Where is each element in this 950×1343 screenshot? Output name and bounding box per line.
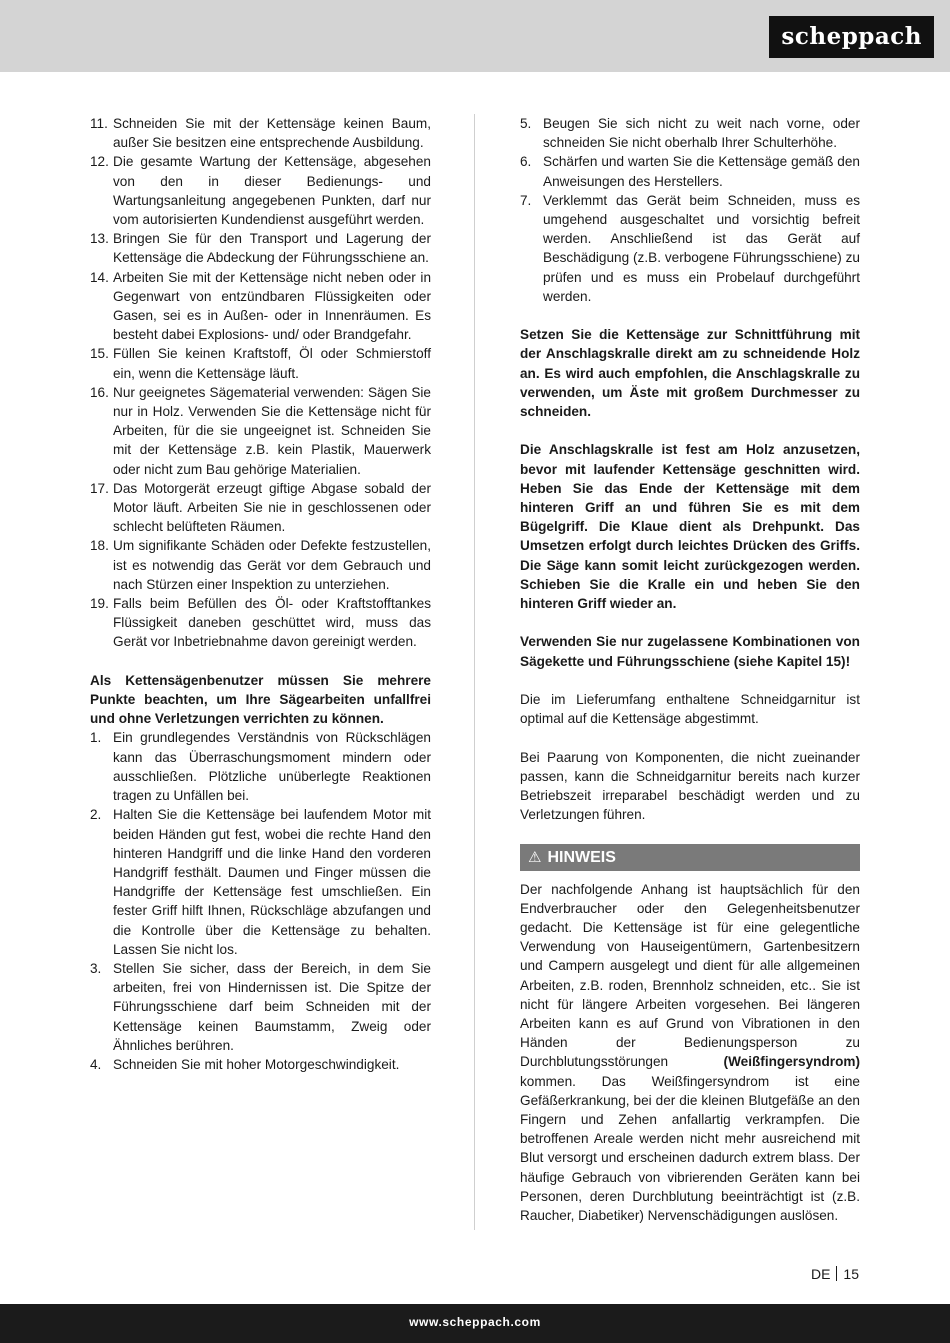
list-item: 12. Die gesamte Wartung der Kettensäge, abgesehen von den in dieser Bedienungs- und Wartungsanleitung angegebenen Punkten, darf nur vom autorisierten Kundendienst ausgeführt werden.	[90, 154, 431, 228]
right-column	[520, 114, 860, 1225]
user-points-list	[90, 728, 431, 1074]
list-item: 11. Schneiden Sie mit der Kettensäge keinen Baum, außer Sie besitzen eine entsprechende Ausbildung.	[90, 116, 431, 151]
list-item: 19. Falls beim Befüllen des Öl- oder Kraftstofftankes Flüssigkeit daneben geschüttet wird, muss das Gerät vor Inbetriebnahme davon gereinigt werden.	[90, 596, 431, 650]
warning-triangle-icon: ⚠	[528, 848, 542, 866]
list-item: 7. Verklemmt das Gerät beim Schneiden, muss es umgehend ausgeschaltet und vorsichtig befreit werden. Anschließend ist das Gerät auf Beschädigung (z.B. verbogene Führungsschiene) zu prüfen und es muss ein Probelauf durchgeführt werden.	[520, 192, 860, 304]
list-item: 14. Arbeiten Sie mit der Kettensäge nicht neben oder in Gegenwart von entzündbaren Flüssigkeiten oder Gasen, sei es in Außen- oder in Innenräumen. Es besteht dabei Explosions- und/ oder Brandgefahr.	[90, 269, 431, 343]
list-item: 2. Halten Sie die Kettensäge bei laufendem Motor mit beiden Händen gut fest, wobei die rechte Hand den hinteren Handgriff und die linke Hand den vorderen Handgriff festhält. Daumen und Finger müssen die Handgriffe der Kettensäge fest umschließen. Ein fester Griff hilft Ihnen, Rückschläge abzufangen und die Kontrolle über die Kettensäge zu behalten. Lassen Sie nicht los.	[90, 807, 431, 957]
scheppach-logo: scheppach	[769, 16, 934, 58]
safety-list-continued	[90, 114, 431, 652]
user-heading: Als Kettensägenbenutzer müssen Sie mehrere Punkte beachten, um Ihre Sägearbeiten unfallfrei und ohne Verletzungen verrichten zu können.	[90, 672, 431, 727]
list-item: 4. Schneiden Sie mit hoher Motorgeschwindigkeit.	[90, 1056, 400, 1072]
column-divider	[474, 114, 475, 1230]
bold-paragraph-technique: Die Anschlagskralle ist fest am Holz anzusetzen, bevor mit laufender Kettensäge geschnitten wird. Heben Sie das Ende der Kettensäge mit dem hinteren Griff an und führen Sie es mit dem Bügelgriff. Die Klaue dient als Drehpunkt. Das Umsetzen erfolgt durch leichtes Drücken des Griffs. Die Säge kann somit leicht zurückgezogen werden. Schieben Sie die Kralle ein und heben Sie den hinteren Griff wieder an.	[520, 442, 860, 612]
website-url: www.scheppach.com	[409, 1315, 541, 1329]
footer-bar	[0, 1304, 950, 1343]
paragraph-cutting-set: Die im Lieferumfang enthaltene Schneidgarnitur ist optimal auf die Kettensäge abgestimmt.	[520, 692, 860, 727]
left-column	[90, 114, 431, 1074]
list-item: 1. Ein grundlegendes Verständnis von Rückschlägen kann das Überraschungsmoment mindern oder ausschließen. Plötzliche unüberlegte Reaktionen tragen zu Unfällen bei.	[90, 730, 431, 804]
header-band	[0, 0, 950, 72]
list-item: 16. Nur geeignetes Sägematerial verwenden: Sägen Sie nur in Holz. Verwenden Sie die Kettensäge nicht für Arbeiten, für die sie ungeeignet ist. Schneiden Sie mit der Kettensäge z.B. kein Plastik, Mauerwerk oder nicht zum Bau gehörige Materialien.	[90, 384, 431, 477]
user-points-list-continued	[520, 114, 860, 306]
list-item: 17. Das Motorgerät erzeugt giftige Abgase sobald der Motor läuft. Arbeiten Sie nie in geschlossenen oder schlecht belüfteten Räumen.	[90, 480, 431, 535]
list-item: 5. Beugen Sie sich nicht zu weit nach vorne, oder schneiden Sie nicht oberhalb Ihrer Schulterhöhe.	[520, 116, 860, 151]
list-item: 15. Füllen Sie keinen Kraftstoff, Öl oder Schmierstoff ein, wenn die Kettensäge läuft.	[90, 346, 431, 381]
list-item: 3. Stellen Sie sicher, dass der Bereich, in dem Sie arbeiten, frei von Hindernissen ist. Die Spitze der Führungsschiene darf beim Schneiden mit der Kettensäge keinen Baumstamm, Zweig oder Ähnliches berühren.	[90, 960, 431, 1053]
list-item: 13. Bringen Sie für den Transport und Lagerung der Kettensäge die Abdeckung der Führungsschiene an.	[90, 231, 431, 266]
hinweis-label: HINWEIS	[547, 848, 616, 866]
page-number: DE 15	[810, 1266, 859, 1282]
list-item: 6. Schärfen und warten Sie die Kettensäge gemäß den Anweisungen des Herstellers.	[520, 154, 860, 189]
paragraph-components: Bei Paarung von Komponenten, die nicht zueinander passen, kann die Schneidgarnitur bereits nach kurzer Betriebszeit irreparabel beschädigt werden und zu Verletzungen führen.	[520, 749, 860, 823]
list-item: 18. Um signifikante Schäden oder Defekte festzustellen, ist es notwendig das Gerät vor dem Gebrauch und nach Stürzen einer Inspektion zu unterziehen.	[90, 538, 431, 592]
hinweis-banner	[520, 844, 860, 871]
bold-paragraph-claw: Setzen Sie die Kettensäge zur Schnittführung mit der Anschlagskralle direkt am zu schneidende Holz an. Es wird auch empfohlen, die Anschlagskralle zu verwenden, um Äste mit großem Durchmesser zu schneiden.	[520, 327, 860, 420]
bold-paragraph-combinations: Verwenden Sie nur zugelassene Kombinationen von Sägekette und Führungsschiene (siehe Kapitel 15)!	[520, 634, 860, 669]
hinweis-paragraph: Der nachfolgende Anhang ist hauptsächlich für den Endverbraucher oder den Gelegenheitsbenutzer gedacht. Die Kettensäge ist für eine gelegentliche Verwendung von Hauseigentümern, Gartenbesitzern und Campern ausgelegt und dient für alle allgemeinen Arbeiten, z.B. roden, Brennholz schneiden, etc.. Sie ist nicht für längere Arbeiten vorgesehen. Bei längeren Arbeiten kann es auf Grund von Vibrationen in den Händen der Bedienungsperson zu Durchblutungsstörungen (Weißfingersyndrom) kommen. Das Weißfingersyndrom ist eine Gefäßerkrankung, bei der die kleinen Blutgefäße an den Fingern und Zehen anfallartig verkrampfen. Die betroffenen Areale werden nicht mehr ausreichend mit Blut versorgt und erscheinen dadurch extrem blass. Der häufige Gebrauch von vibrierenden Geräten kann bei Personen, deren Durchblutung beeinträchtigt ist (z.B. Raucher, Diabetiker) Nervenschädigungen auslösen.	[520, 881, 860, 1224]
